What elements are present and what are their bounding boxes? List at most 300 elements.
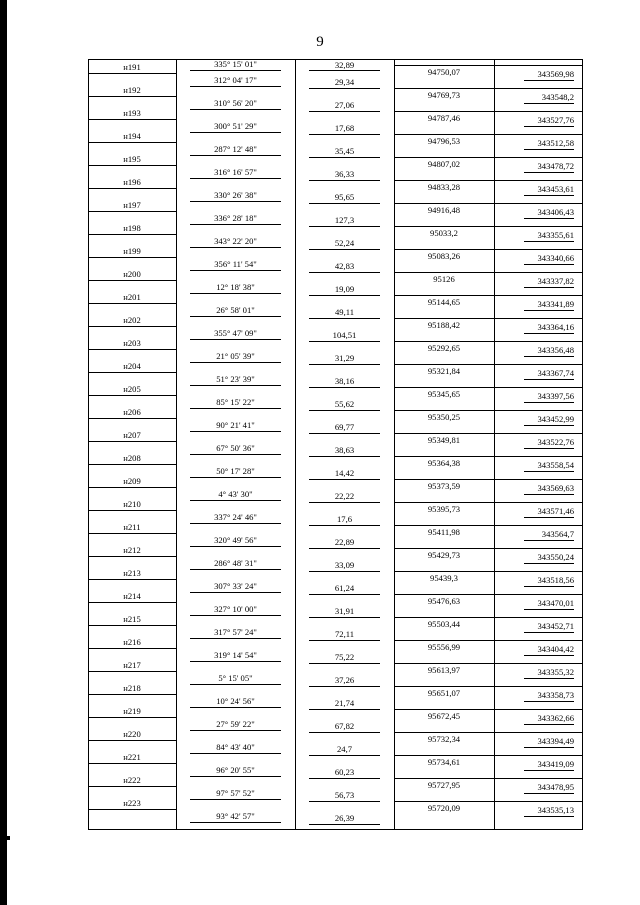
row-separator	[394, 709, 582, 710]
row-separator	[394, 387, 582, 388]
row-separator	[88, 625, 176, 626]
bearing-cell: 336° 28' 18"	[214, 213, 257, 224]
coordinate-x-cell: 95672,45	[427, 710, 461, 721]
row-separator	[88, 694, 176, 695]
coordinate-underline	[524, 816, 574, 817]
bearing-cell: 307° 33' 24"	[214, 581, 257, 592]
coordinate-underline	[524, 264, 574, 265]
bearing-cell: 26° 58' 01"	[216, 305, 255, 316]
distance-cell: 42,83	[334, 261, 355, 272]
coordinate-x-cell: 95349,81	[427, 434, 461, 445]
row-separator	[394, 686, 582, 687]
segment-underline	[190, 431, 281, 432]
coordinate-y-cell: 343558,54	[537, 459, 574, 470]
coordinate-y-cell: 343548,2	[541, 91, 574, 102]
segment-underline	[309, 824, 380, 825]
bearing-cell: 335° 15' 01"	[214, 58, 257, 69]
bearing-cell: 21° 05' 39"	[216, 351, 255, 362]
segment-underline	[190, 247, 281, 248]
segment-underline	[190, 592, 281, 593]
table-row: н214	[123, 590, 141, 601]
row-separator	[88, 257, 176, 258]
distance-cell: 61,24	[334, 583, 355, 594]
coordinate-x-cell: 95350,25	[427, 411, 461, 422]
row-separator	[88, 487, 176, 488]
distance-cell: 69,77	[334, 422, 355, 433]
coordinate-y-cell: 343535,13	[537, 804, 574, 815]
coordinate-y-cell: 343341,89	[537, 298, 574, 309]
coordinate-x-cell: 95144,65	[427, 296, 461, 307]
table-row: н215	[123, 613, 141, 624]
coordinate-underline	[524, 287, 574, 288]
table-row: н199	[123, 245, 141, 256]
distance-cell: 21,74	[334, 698, 355, 709]
coordinate-x-cell: 95429,73	[427, 549, 461, 560]
segment-underline	[309, 157, 380, 158]
coordinate-underline	[524, 632, 574, 633]
bearing-cell: 286° 48' 31"	[214, 558, 257, 569]
coordinate-x-cell: 95727,95	[427, 779, 461, 790]
bearing-cell: 317° 57' 24"	[214, 627, 257, 638]
bearing-cell: 50° 17' 28"	[216, 466, 255, 477]
row-separator	[394, 295, 582, 296]
bearing-cell: 97° 57' 52"	[216, 788, 255, 799]
table-row: н198	[123, 222, 141, 233]
segment-underline	[309, 709, 380, 710]
coordinate-x-cell: 95395,73	[427, 503, 461, 514]
coordinate-y-cell: 343355,61	[537, 229, 574, 240]
table-row: н197	[123, 199, 141, 210]
bearing-cell: 316° 16' 57"	[214, 167, 257, 178]
distance-cell: 26,39	[334, 813, 355, 824]
coordinate-x-cell: 94787,46	[427, 112, 461, 123]
coordinate-underline	[524, 701, 574, 702]
bearing-cell: 343° 22' 20"	[214, 236, 257, 247]
row-separator	[394, 479, 582, 480]
row-separator	[88, 142, 176, 143]
coordinate-underline	[524, 241, 574, 242]
coordinate-underline	[524, 172, 574, 173]
segment-underline	[190, 822, 281, 823]
coordinate-y-cell: 343512,58	[537, 137, 574, 148]
row-separator	[88, 211, 176, 212]
segment-underline	[309, 364, 380, 365]
distance-cell: 31,91	[334, 606, 355, 617]
coordinate-y-cell: 343569,63	[537, 482, 574, 493]
bearing-cell: 287° 12' 48"	[214, 144, 257, 155]
segment-underline	[190, 109, 281, 110]
table-row: н202	[123, 314, 141, 325]
coordinate-underline	[524, 310, 574, 311]
distance-cell: 24,7	[336, 744, 353, 755]
table-row: н203	[123, 337, 141, 348]
coordinate-y-cell: 343527,76	[537, 114, 574, 125]
distance-cell: 22,89	[334, 537, 355, 548]
distance-cell: 14,42	[334, 468, 355, 479]
coordinate-underline	[524, 80, 574, 81]
segment-underline	[309, 801, 380, 802]
row-separator	[394, 134, 582, 135]
bearing-cell: 312° 04' 17"	[214, 75, 257, 85]
table-row: н193	[123, 107, 141, 118]
distance-cell: 55,62	[334, 399, 355, 410]
scan-left-edge	[0, 0, 7, 905]
distance-cell: 31,29	[334, 353, 355, 364]
coordinate-x-cell: 95373,59	[427, 480, 461, 491]
row-separator	[88, 441, 176, 442]
coordinate-underline	[524, 563, 574, 564]
distance-cell: 19,09	[334, 284, 355, 295]
bearing-cell: 27° 59' 22"	[216, 719, 255, 730]
row-separator	[394, 502, 582, 503]
coordinate-y-cell: 343452,99	[537, 413, 574, 424]
table-border-bottom	[88, 829, 582, 830]
segment-underline	[190, 132, 281, 133]
bearing-cell: 90° 21' 41"	[216, 420, 255, 431]
coordinate-x-cell: 95734,61	[427, 756, 461, 767]
row-separator	[394, 157, 582, 158]
coordinate-underline	[524, 195, 574, 196]
segment-underline	[190, 155, 281, 156]
row-separator	[394, 778, 582, 779]
segment-underline	[309, 180, 380, 181]
coordinate-underline	[524, 379, 574, 380]
bearing-cell: 310° 56' 20"	[214, 98, 257, 109]
coordinate-x-cell: 95439,3	[430, 572, 458, 583]
coordinate-y-cell: 343550,24	[537, 551, 574, 562]
table-row: н210	[123, 498, 141, 509]
row-separator	[394, 249, 582, 250]
table-row: н209	[123, 475, 141, 486]
segment-underline	[309, 755, 380, 756]
row-separator	[88, 280, 176, 281]
coordinate-underline	[524, 218, 574, 219]
table-column-line	[582, 59, 583, 830]
table-row: н221	[123, 751, 141, 762]
bearing-cell: 319° 14' 54"	[214, 650, 257, 661]
segment-underline	[190, 408, 281, 409]
row-separator	[394, 410, 582, 411]
row-separator	[88, 763, 176, 764]
row-separator	[394, 571, 582, 572]
row-separator	[394, 272, 582, 273]
row-separator	[394, 226, 582, 227]
row-separator	[88, 234, 176, 235]
segment-underline	[190, 224, 281, 225]
row-separator	[88, 326, 176, 327]
segment-underline	[190, 707, 281, 708]
bearing-cell: 330° 26' 38"	[214, 190, 257, 201]
row-separator	[394, 88, 582, 89]
row-separator	[394, 640, 582, 641]
coordinate-x-cell: 94796,53	[427, 135, 461, 146]
coordinate-y-cell: 343362,66	[537, 712, 574, 723]
distance-cell: 29,34	[334, 77, 355, 87]
coordinate-underline	[524, 747, 574, 748]
segment-underline	[190, 362, 281, 363]
distance-cell: 95,65	[334, 192, 355, 203]
segment-underline	[309, 387, 380, 388]
distance-cell: 56,73	[334, 790, 355, 801]
distance-cell: 49,11	[334, 307, 355, 318]
row-separator	[394, 525, 582, 526]
segment-underline	[309, 88, 380, 89]
bearing-cell: 51° 23' 39"	[216, 374, 255, 385]
coordinate-x-cell: 95613,97	[427, 664, 461, 675]
table-row: н206	[123, 406, 141, 417]
row-separator	[88, 96, 176, 97]
row-separator	[394, 732, 582, 733]
coordinate-underline	[524, 655, 574, 656]
bearing-cell: 85° 15' 22"	[216, 397, 255, 408]
table-row: н201	[123, 291, 141, 302]
segment-underline	[190, 638, 281, 639]
row-separator	[394, 111, 582, 112]
row-separator	[394, 617, 582, 618]
bearing-cell: 12° 18' 38"	[216, 282, 255, 293]
row-separator	[394, 180, 582, 181]
coordinate-y-cell: 343358,73	[537, 689, 574, 700]
row-separator	[394, 341, 582, 342]
row-separator	[88, 556, 176, 557]
row-separator	[88, 671, 176, 672]
coordinate-y-cell: 343453,61	[537, 183, 574, 194]
coordinate-x-cell: 95321,84	[427, 365, 461, 376]
coordinate-underline	[524, 494, 574, 495]
table-row: н217	[123, 659, 141, 670]
table-row: н204	[123, 360, 141, 371]
segment-underline	[309, 502, 380, 503]
segment-underline	[309, 640, 380, 641]
coordinate-x-cell: 94807,02	[427, 158, 461, 169]
table-row: н218	[123, 682, 141, 693]
segment-underline	[190, 569, 281, 570]
segment-underline	[190, 293, 281, 294]
row-separator	[88, 602, 176, 603]
bearing-cell: 320° 49' 56"	[214, 535, 257, 546]
segment-underline	[309, 433, 380, 434]
coordinate-underline	[524, 126, 574, 127]
table-row: н191	[123, 61, 141, 72]
distance-cell: 32,89	[334, 59, 355, 70]
coordinate-underline	[524, 770, 574, 771]
segment-underline	[309, 548, 380, 549]
page-number: 9	[316, 34, 324, 50]
distance-cell: 52,24	[334, 238, 355, 249]
coordinate-y-cell: 343470,01	[537, 597, 574, 608]
row-separator	[394, 318, 582, 319]
row-separator	[394, 801, 582, 802]
coordinate-x-cell: 95033,2	[430, 227, 458, 238]
coordinate-y-cell: 343355,32	[537, 666, 574, 677]
bearing-cell: 327° 10' 00"	[214, 604, 257, 615]
segment-underline	[190, 339, 281, 340]
table-row: н212	[123, 544, 141, 555]
segment-underline	[309, 663, 380, 664]
coordinate-y-cell: 343478,95	[537, 781, 574, 792]
segment-underline	[309, 410, 380, 411]
table-row: н220	[123, 728, 141, 739]
coordinate-underline	[524, 609, 574, 610]
segment-underline	[190, 454, 281, 455]
distance-cell: 33,09	[334, 560, 355, 571]
coordinate-underline	[524, 425, 574, 426]
coordinate-y-cell: 343564,7	[541, 528, 574, 539]
segment-underline	[190, 477, 281, 478]
segment-underline	[309, 134, 380, 135]
distance-cell: 38,16	[334, 376, 355, 387]
coordinate-x-cell: 94769,73	[427, 89, 461, 100]
segment-underline	[190, 684, 281, 685]
table-row: н223	[123, 797, 141, 808]
distance-cell: 27,06	[334, 100, 355, 111]
coordinate-underline	[524, 149, 574, 150]
bearing-cell: 300° 51' 29"	[214, 121, 257, 132]
bearing-cell: 10° 24' 56"	[216, 696, 255, 707]
coordinate-underline	[524, 540, 574, 541]
scan-edge-mark	[0, 836, 10, 840]
coordinate-y-cell: 343518,56	[537, 574, 574, 585]
distance-cell: 75,22	[334, 652, 355, 663]
segment-underline	[190, 316, 281, 317]
coordinate-x-cell: 95732,34	[427, 733, 461, 744]
row-separator	[394, 203, 582, 204]
bearing-cell: 356° 11' 54"	[214, 259, 257, 270]
segment-underline	[309, 571, 380, 572]
table-row: н213	[123, 567, 141, 578]
bearing-cell: 96° 20' 55"	[216, 765, 255, 776]
row-separator	[88, 165, 176, 166]
bearing-cell: 84° 43' 40"	[216, 742, 255, 753]
segment-underline	[190, 661, 281, 662]
coordinate-x-cell: 95720,09	[427, 802, 461, 813]
row-separator	[88, 533, 176, 534]
coordinate-y-cell: 343571,46	[537, 505, 574, 516]
distance-cell: 17,68	[334, 123, 355, 134]
row-separator	[88, 119, 176, 120]
coordinate-x-cell: 94750,07	[427, 66, 461, 77]
distance-cell: 67,82	[334, 721, 355, 732]
row-separator	[88, 809, 176, 810]
coordinate-y-cell: 343478,72	[537, 160, 574, 171]
bearing-cell: 67° 50' 36"	[216, 443, 255, 454]
table-row: н200	[123, 268, 141, 279]
segment-underline	[190, 776, 281, 777]
table-row: н211	[123, 521, 141, 532]
coordinate-underline	[524, 517, 574, 518]
segment-underline	[190, 270, 281, 271]
row-separator	[88, 740, 176, 741]
coordinate-y-cell: 343337,82	[537, 275, 574, 286]
table-row: н208	[123, 452, 141, 463]
coordinate-x-cell: 95083,26	[427, 250, 461, 261]
row-separator	[394, 755, 582, 756]
coordinates-table	[88, 59, 582, 830]
table-row: н219	[123, 705, 141, 716]
row-separator	[88, 786, 176, 787]
table-row: н196	[123, 176, 141, 187]
coordinate-underline	[524, 586, 574, 587]
coordinate-y-cell: 343569,98	[537, 68, 574, 79]
segment-underline	[309, 341, 380, 342]
segment-underline	[309, 249, 380, 250]
coordinate-y-cell: 343404,42	[537, 643, 574, 654]
bearing-cell: 4° 43' 30"	[218, 489, 253, 500]
row-separator	[394, 65, 582, 66]
segment-underline	[309, 70, 380, 71]
row-separator	[88, 579, 176, 580]
coordinate-x-cell: 95556,99	[427, 641, 461, 652]
coordinate-underline	[524, 678, 574, 679]
segment-underline	[309, 295, 380, 296]
coordinate-y-cell: 343419,09	[537, 758, 574, 769]
table-row: н205	[123, 383, 141, 394]
coordinate-underline	[524, 333, 574, 334]
segment-underline	[190, 615, 281, 616]
coordinate-y-cell: 343364,16	[537, 321, 574, 332]
coordinate-x-cell: 95476,63	[427, 595, 461, 606]
row-separator	[394, 456, 582, 457]
coordinate-y-cell: 343367,74	[537, 367, 574, 378]
coordinate-x-cell: 94916,48	[427, 204, 461, 215]
row-separator	[88, 188, 176, 189]
segment-underline	[309, 617, 380, 618]
distance-cell: 36,33	[334, 169, 355, 180]
distance-cell: 127,3	[334, 215, 355, 226]
row-separator	[394, 663, 582, 664]
coordinate-underline	[524, 471, 574, 472]
row-separator	[88, 303, 176, 304]
coordinate-y-cell: 343522,76	[537, 436, 574, 447]
row-separator	[394, 364, 582, 365]
segment-underline	[190, 500, 281, 501]
row-separator	[88, 418, 176, 419]
segment-underline	[309, 732, 380, 733]
coordinate-underline	[524, 356, 574, 357]
coordinate-y-cell: 343394,49	[537, 735, 574, 746]
row-separator	[394, 548, 582, 549]
coordinate-x-cell: 95411,98	[428, 526, 460, 537]
bearing-cell: 337° 24' 46"	[214, 512, 257, 523]
table-row: н194	[123, 130, 141, 141]
distance-cell: 17,6	[336, 514, 353, 525]
segment-underline	[309, 778, 380, 779]
row-separator	[88, 648, 176, 649]
bearing-cell: 5° 15' 05"	[218, 673, 253, 684]
coordinate-x-cell: 95126	[433, 273, 455, 284]
bearing-cell: 355° 47' 09"	[214, 328, 257, 339]
segment-underline	[190, 385, 281, 386]
coordinate-underline	[524, 724, 574, 725]
distance-cell: 38,63	[334, 445, 355, 456]
segment-underline	[190, 86, 281, 87]
distance-cell: 104,51	[332, 330, 357, 341]
row-separator	[88, 349, 176, 350]
row-separator	[88, 717, 176, 718]
segment-underline	[190, 523, 281, 524]
coordinate-x-cell: 95345,65	[427, 388, 461, 399]
coordinate-y-cell: 343356,48	[537, 344, 574, 355]
segment-underline	[190, 753, 281, 754]
coordinate-y-cell: 343452,71	[537, 620, 574, 631]
row-separator	[88, 372, 176, 373]
coordinate-y-cell: 343397,56	[537, 390, 574, 401]
distance-cell: 37,26	[334, 675, 355, 686]
segment-underline	[190, 546, 281, 547]
coordinate-x-cell: 94833,28	[427, 181, 461, 192]
distance-cell: 60,23	[334, 767, 355, 778]
segment-underline	[190, 178, 281, 179]
